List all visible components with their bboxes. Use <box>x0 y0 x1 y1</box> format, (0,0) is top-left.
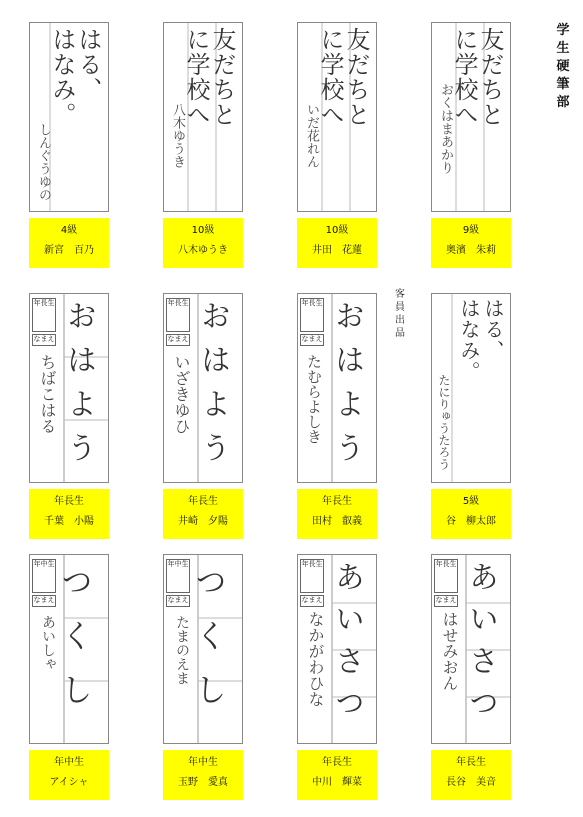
writing-sheet <box>29 293 109 483</box>
grade-label: 4級 <box>60 225 78 236</box>
calligraphy-work <box>297 554 377 788</box>
writing-sheet <box>431 22 511 212</box>
main-line: おはよう <box>61 300 96 476</box>
writing-sheet <box>431 554 511 744</box>
calligraphy-work <box>29 22 109 256</box>
title-char: 生 <box>556 41 570 56</box>
award-badge <box>29 489 109 539</box>
grade-label: 年長生 <box>54 496 84 507</box>
grade-field <box>300 559 324 593</box>
note-char: 員 <box>395 302 405 313</box>
student-name: 田村 叡義 <box>312 516 362 527</box>
calligraphy-work <box>163 293 243 527</box>
name-field-label <box>300 595 324 607</box>
award-badge <box>29 218 109 268</box>
writing-sheet <box>163 293 243 483</box>
main-line: つくし <box>190 565 228 727</box>
student-signature: いざきゆひ <box>172 354 191 434</box>
grade-field <box>300 298 324 332</box>
grade-field-text: 年長生 <box>435 560 457 568</box>
student-signature: ちばこはる <box>38 354 57 434</box>
title-char: 部 <box>556 95 570 110</box>
grade-field-text: 年中生 <box>33 560 55 568</box>
grade-field-text: 年長生 <box>33 299 55 307</box>
student-name: 新宮 百乃 <box>44 245 94 256</box>
student-signature: しんぐうゆの <box>36 123 51 201</box>
grade-label: 10級 <box>325 225 349 236</box>
student-name: 奥濱 朱莉 <box>446 245 496 256</box>
name-field-label <box>300 334 324 346</box>
name-field-text: なまえ <box>33 335 55 343</box>
grade-label: 年長生 <box>456 757 486 768</box>
title-char: 学 <box>556 23 570 38</box>
award-badge <box>297 489 377 539</box>
main-line: つくし <box>56 565 94 727</box>
grade-field-text: 年長生 <box>301 560 323 568</box>
student-name: 井崎 夕陽 <box>178 516 228 527</box>
award-badge <box>297 750 377 800</box>
grade-field-text: 年長生 <box>167 299 189 307</box>
writing-sheet <box>297 22 377 212</box>
calligraphy-work <box>431 22 511 256</box>
student-signature: たにりゅうたろう <box>437 374 451 470</box>
writing-sheet <box>29 22 109 212</box>
name-field-label <box>32 334 56 346</box>
name-field-text: なまえ <box>301 335 323 343</box>
title-char: 筆 <box>556 77 570 92</box>
writing-sheet <box>431 293 511 483</box>
name-field-text: なまえ <box>301 596 323 604</box>
award-badge <box>163 218 243 268</box>
main-line: 友だちと <box>342 27 370 127</box>
grade-field-text: 年中生 <box>167 560 189 568</box>
student-signature: たまのえま <box>174 615 190 685</box>
calligraphy-work <box>29 554 109 788</box>
award-badge <box>29 750 109 800</box>
grade-label: 10級 <box>191 225 215 236</box>
writing-sheet <box>297 554 377 744</box>
main-line: はる、 <box>481 298 505 361</box>
student-name: 玉野 愛真 <box>178 777 228 788</box>
student-signature: いだ花れん <box>304 103 319 168</box>
grade-label: 9級 <box>462 225 480 236</box>
main-line: おはよう <box>195 300 230 476</box>
student-name: アイシャ <box>49 777 89 788</box>
grade-label: 年中生 <box>188 757 218 768</box>
award-badge <box>431 489 511 539</box>
main-line: あいさつ <box>463 561 498 729</box>
main-line: あいさつ <box>329 561 364 729</box>
main-line: 友だちと <box>476 27 504 127</box>
title-char: 硬 <box>556 59 570 74</box>
student-signature: なかがわひな <box>306 611 325 707</box>
calligraphy-work <box>29 293 109 527</box>
award-badge <box>163 750 243 800</box>
student-name: 井田 花蓮 <box>312 245 362 256</box>
name-field-text: なまえ <box>435 596 457 604</box>
note-char: 客 <box>395 289 405 300</box>
student-signature: おくはまあかり <box>438 83 453 174</box>
main-line: はなみ。 <box>48 27 76 127</box>
grade-label: 5級 <box>462 496 480 507</box>
name-field-text: なまえ <box>167 596 189 604</box>
award-badge <box>431 750 511 800</box>
grade-label: 年長生 <box>322 757 352 768</box>
name-field-label <box>166 334 190 346</box>
main-line: はる、 <box>74 27 102 102</box>
name-field-label <box>434 595 458 607</box>
calligraphy-work <box>163 554 243 788</box>
calligraphy-work <box>431 293 511 527</box>
award-badge <box>297 218 377 268</box>
student-name: 谷 柳太郎 <box>446 516 496 527</box>
grade-field-text: 年長生 <box>301 299 323 307</box>
student-name: 千葉 小陽 <box>44 516 94 527</box>
note-char: 出 <box>395 315 405 326</box>
grade-label: 年長生 <box>322 496 352 507</box>
main-line: 友だちと <box>208 27 236 127</box>
main-line: に学校へ <box>450 27 478 127</box>
calligraphy-work <box>297 293 377 527</box>
student-signature: 八木ゆうき <box>170 103 185 168</box>
writing-sheet <box>297 293 377 483</box>
guest-entry-note <box>393 288 407 340</box>
grade-label: 年長生 <box>188 496 218 507</box>
calligraphy-work <box>163 22 243 256</box>
student-name: 八木ゆうき <box>178 245 228 256</box>
grade-field <box>166 298 190 332</box>
student-signature: はせみおん <box>440 611 459 691</box>
writing-sheet <box>163 554 243 744</box>
writing-sheet <box>163 22 243 212</box>
student-signature: たむらよしき <box>305 354 323 444</box>
name-field-text: なまえ <box>33 596 55 604</box>
main-line: はなみ。 <box>457 298 481 382</box>
grade-field <box>434 559 458 593</box>
main-line: に学校へ <box>316 27 344 127</box>
main-line: おはよう <box>329 300 364 476</box>
club-title <box>552 22 574 112</box>
grade-field <box>32 298 56 332</box>
student-name: 長谷 美音 <box>446 777 496 788</box>
student-name: 中川 輝菜 <box>312 777 362 788</box>
grade-label: 年中生 <box>54 757 84 768</box>
calligraphy-work <box>431 554 511 788</box>
award-badge <box>431 218 511 268</box>
note-char: 品 <box>395 328 405 339</box>
award-badge <box>163 489 243 539</box>
calligraphy-work <box>297 22 377 256</box>
name-field-text: なまえ <box>167 335 189 343</box>
writing-sheet <box>29 554 109 744</box>
main-line: に学校へ <box>182 27 210 127</box>
student-signature: あいしゃ <box>40 615 56 671</box>
